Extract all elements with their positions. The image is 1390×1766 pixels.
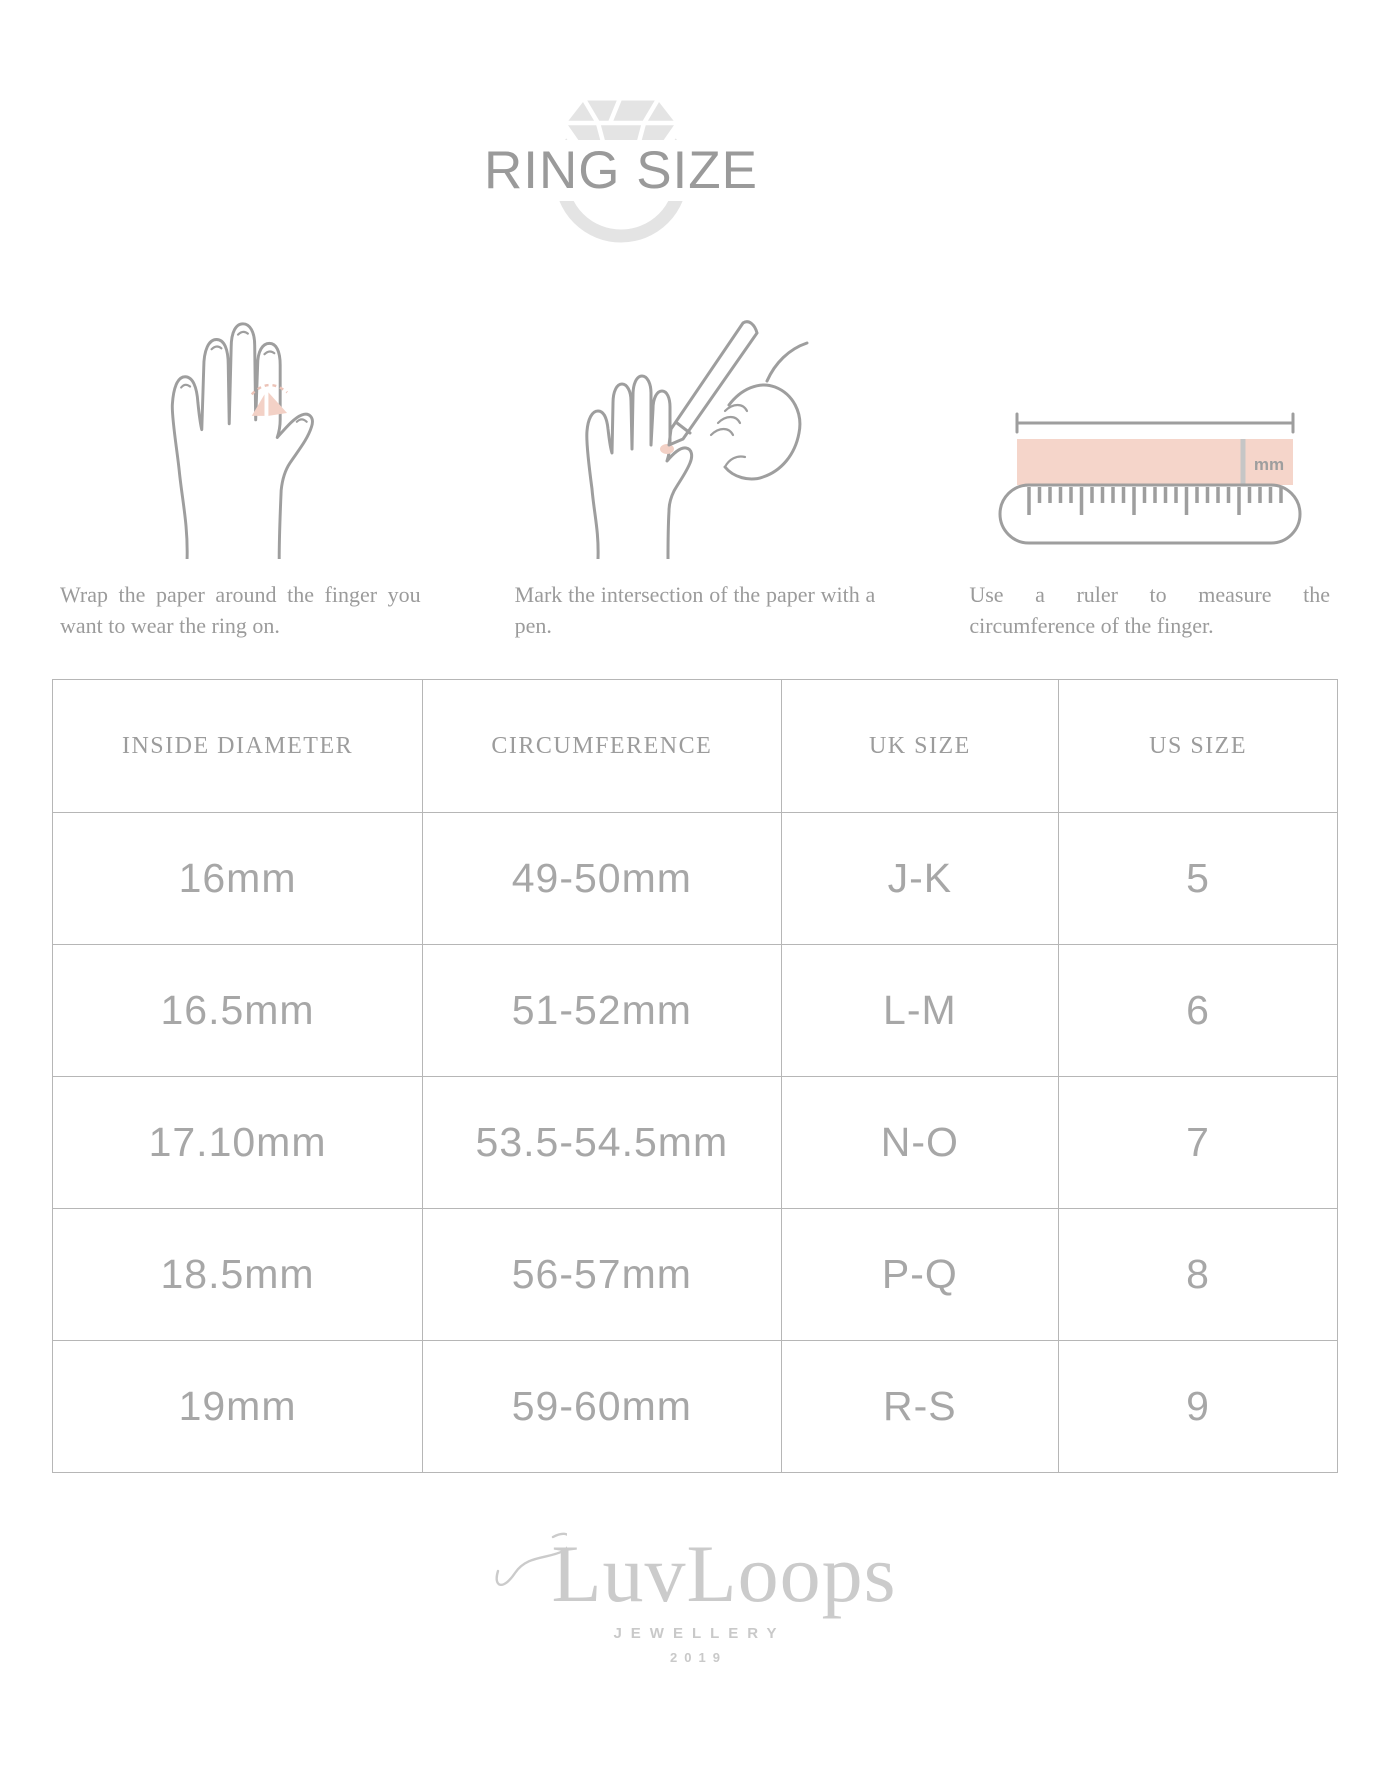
holding-hand-fingers [711, 405, 747, 467]
pen-shape [669, 322, 757, 445]
table-cell: P-Q [781, 1209, 1059, 1341]
table-cell: 16.5mm [53, 945, 423, 1077]
column-header-us-size: US SIZE [1059, 680, 1338, 813]
table-cell: 8 [1059, 1209, 1338, 1341]
instruction-step-2 [515, 289, 876, 641]
brand-year: 2019 [670, 1650, 727, 1665]
table-row [53, 1209, 1338, 1341]
page-title: RING SIZE [476, 140, 766, 201]
instruction-text: Wrap the paper around the finger you want to wear the ring on. [60, 582, 421, 638]
instruction-text: Use a ruler to measure the circumference of the finger. [969, 582, 1330, 638]
brand-mark [483, 76, 759, 253]
table-cell: 6 [1059, 945, 1338, 1077]
hand-pen-mark-illustration [579, 319, 811, 559]
column-header-uk-size: UK SIZE [781, 680, 1059, 813]
table-row [53, 945, 1338, 1077]
table-cell: 16mm [53, 813, 423, 945]
hand-outline [587, 376, 692, 559]
footer [0, 1528, 1390, 1665]
ruler-measure-illustration [995, 409, 1305, 559]
table-cell: 18.5mm [53, 1209, 423, 1341]
ruler-body [1000, 485, 1300, 543]
instruction-step-3 [969, 289, 1330, 641]
table-cell: L-M [781, 945, 1059, 1077]
table-cell: 56-57mm [423, 1209, 782, 1341]
table-cell: 59-60mm [423, 1341, 782, 1473]
table-row [53, 1341, 1338, 1473]
table-row [53, 1077, 1338, 1209]
table-cell: 19mm [53, 1341, 423, 1473]
table-cell: R-S [781, 1341, 1059, 1473]
instruction-step-1 [60, 289, 421, 641]
illustration-area [60, 289, 421, 559]
ruler-unit-label: mm [1253, 455, 1284, 474]
table-cell: 5 [1059, 813, 1338, 945]
brand-tagline: JEWELLERY [613, 1625, 786, 1642]
brand-name: LuvLoops [551, 1528, 897, 1619]
column-header-circumference: CIRCUMFERENCE [423, 680, 782, 813]
instructions-section [60, 289, 1330, 641]
brand-logo [0, 1528, 1390, 1619]
table-row [53, 813, 1338, 945]
hand-paper-wrap-illustration [156, 314, 324, 559]
table-cell: 51-52mm [423, 945, 782, 1077]
table-header-row [53, 680, 1338, 813]
fingernails [182, 332, 307, 422]
instruction-text: Mark the intersection of the paper with a pen. [514, 582, 876, 638]
table-cell: J-K [781, 813, 1059, 945]
table-cell: 17.10mm [53, 1077, 423, 1209]
table-cell: 7 [1059, 1077, 1338, 1209]
illustration-area [515, 289, 876, 559]
measurement-line [1017, 414, 1293, 432]
table-cell: 53.5-54.5mm [423, 1077, 782, 1209]
header [0, 0, 1390, 253]
table-cell: N-O [781, 1077, 1059, 1209]
hand-outline [173, 324, 313, 559]
column-header-inside-diameter: INSIDE DIAMETER [53, 680, 423, 813]
ring-size-table [52, 679, 1338, 1473]
illustration-area [969, 289, 1330, 559]
table-cell: 9 [1059, 1341, 1338, 1473]
pen-mark-dot [660, 444, 674, 454]
table-cell: 49-50mm [423, 813, 782, 945]
ruler-ticks [1029, 487, 1281, 515]
paper-strip [1017, 439, 1293, 485]
paper-band-right [269, 392, 288, 416]
paper-band-left [252, 394, 265, 416]
